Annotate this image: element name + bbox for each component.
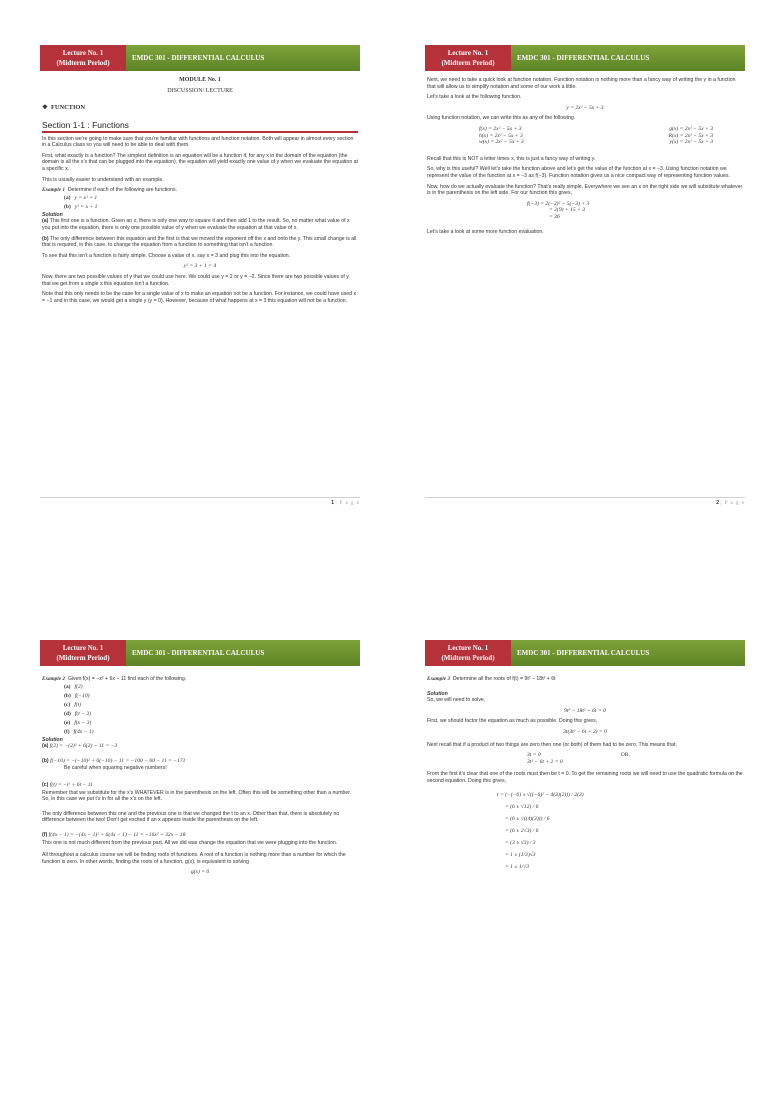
module-subtitle: DISCUSSION/ LECTURE [167,88,233,94]
equation: g(x) = 0 [190,869,210,876]
lecture-badge [425,45,511,71]
page-footer: 1 | P a g e [40,497,360,506]
paragraph: Remember that we substitute for the x’s WHATEVER is in the parenthesis on the left. Often this will be something other than a number. So, in this case we put t’s in for all the x’s on the left. [42,789,352,803]
module-title: MODULE No. 1 [179,77,221,83]
equation: 3t² − 6t + 2 = 0 [527,758,563,765]
section-title: Section 1-1 : Functions [42,119,129,130]
notation-row: h(x) = 2x² − 5x + 3 R(x) = 2x² − 5x + 3 [479,132,713,139]
notation-row: w(x) = 2x² − 5x + 3 y(x) = 2x² − 5x + 3 [479,139,713,146]
solution-label: Solution [42,211,63,218]
lecture-badge [40,45,126,71]
lecture-period: (Midterm Period) [56,654,110,662]
solution-line: (c) f(t) = −t² + 6t − 11 [42,781,93,788]
paragraph: Let’s take a look at the following function. [427,94,522,101]
notation-row: f(x) = 2x² − 5x + 3 g(x) = 2x² − 5x + 3 [479,125,713,132]
example-item: (f) f(4x − 1) [64,728,94,735]
paragraph: Note that this only needs to be the case for a single value of x to make an equation not be a function. For instance, we could have used x = −1 and in this case, we would get a single y (y = 0). However, because of what happens at x = 3 this equation will not be a function. [42,291,357,304]
equation-pair: 3t = 0 OR, [527,752,630,759]
equation: 9t³ − 18t² + 6t = 0 [564,707,606,714]
lecture-badge [40,640,126,666]
paragraph: So, why is this useful? Well let’s take the function above and let’s get the value of the function at x = −3. Using function notation we represent the value of the function at x = −3 as f(−3). Function notation gives us a nice compact way of representing function values. [427,166,730,179]
paragraph: So, we will need to solve, [427,697,486,704]
example-heading: Example 1 Determine if each of the following are functions. [42,187,178,194]
evaluation-steps: f(−3) = 2(−3)² − 5(−3) + 3 = 2(9) + 15 + 3 = 36 [527,200,590,220]
paragraph: First, what exactly is a function? The simplest definition is an equation will be a function if, for any x in the domain of the equation (the domain is all the x’s that can be plugged into the equation), the equation will yield exactly one value of y when we evaluate the equation at a specific x. [42,152,358,172]
solution-line: (a) f(2) = −(2)² + 6(2) − 11 = −3 [42,743,118,750]
document-page-4 [415,640,755,1110]
page-header [425,45,745,71]
lecture-number: Lecture No. 1 [62,49,104,57]
example-item: (b) y² = x + 1 [64,203,98,210]
example-item: (c) f(t) [64,701,82,708]
page-header [40,640,360,666]
paragraph: (b) The only difference between this equation and the first is that we moved the exponent off the x and onto the y. This small change is all that is required, in this case, to change the equation from a function to something that isn’t a function. [42,235,357,249]
lecture-number: Lecture No. 1 [447,49,489,57]
paragraph: Recall that this is NOT a letter times x, this is just a fancy way of writing y. [427,155,596,162]
lecture-number: Lecture No. 1 [62,644,104,652]
lecture-period: (Midterm Period) [441,654,495,662]
section-rule [42,131,358,133]
diamond-bullet-icon: ❖ [42,104,48,111]
paragraph: Now, there are two possible values of y that we could use here. We could use y = 2 or y = −2. Since there are two possible values of y that we get from a single x this equation isn’t a function. [42,273,349,287]
lecture-number: Lecture No. 1 [447,644,489,652]
lecture-badge [425,640,511,666]
lecture-period: (Midterm Period) [441,59,495,67]
paragraph: In this section we’re going to make sure that you’re familiar with functions and function notation. Both will appear in almost every section in a Calculus class so you will need to be able to deal with them. [42,135,354,149]
function-heading: ❖ FUNCTION [42,104,86,111]
paragraph: Now, how do we actually evaluate the function? That’s really simple. Everywhere we see an x on the right side we will substitute whatever is in the parenthesis on the left side. For our function this gives, [427,183,743,197]
solution-label: Solution [427,690,448,697]
paragraph: This one is not much different from the previous part. All we did was change the equation that we were plugging into the function. [42,839,338,846]
course-title: EMDC 301 - DIFFERENTIAL CALCULUS [126,45,360,71]
solution-line: (b) f(−10) = −(−10)² + 6(−10) − 11 = −100 − 60 − 11 = −171 [42,757,186,764]
document-page-2 [415,45,755,515]
paragraph: First, we should factor the equation as much as possible. Doing this gives, [427,718,598,725]
document-page-1 [30,45,370,515]
paragraph: Let’s take a look at some more function evaluation. [427,228,544,235]
course-title: EMDC 301 - DIFFERENTIAL CALCULUS [511,45,745,71]
example-item: (a) y = x² + 1 [64,194,98,201]
course-title: EMDC 301 - DIFFERENTIAL CALCULUS [126,640,360,666]
solution-line: (f) f(4x − 1) = −(4x − 1)² + 6(4x − 1) − 11 = −16x² + 32x − 18 [42,831,186,838]
page-footer: 2 | P a g e [425,497,745,506]
paragraph: To see that this isn’t a function is fairly simple. Choose a value of x, say x = 3 and plug this into the equation. [42,252,291,259]
paragraph: Using function notation, we can write this as any of the following. [427,115,576,122]
quadratic-steps: t = (−(−6) ± √((−6)² − 4(3)(2))) / 2(3) = (6 ± √12) / 6 = (6 ± √((4)(3))) / 6 = (6 ± 2√3) / 6 = (3 ± √3) / 3 = 1 ± (1/3)√3 = 1 ± 1/√3 [497,791,584,870]
equation: y = 2x² − 5x + 3 [566,104,604,111]
paragraph: (a) This first one is a function. Given an x, there is only one way to square it and then add 1 to the result. So, no matter what value of x you put into the equation, there is only one possible value of y when we evaluate the equation at that value of x. [42,218,350,231]
solution-label: Solution [42,736,63,743]
example-item: (b) f(−10) [64,692,90,699]
lecture-period: (Midterm Period) [56,59,110,67]
page-header [40,45,360,71]
page-header [425,640,745,666]
example-item: (d) f(t − 3) [64,710,92,717]
example-heading: Example 2 Given f(x) = −x² + 6x − 11 find each of the following. [42,676,187,682]
paragraph: Be careful when squaring negative numbers! [64,765,167,772]
example-item: (a) f(2) [64,683,83,690]
paragraph: All throughout a calculus course we will be finding roots of functions. A root of a function is nothing more than a number for which the function is zero. In other words, finding the roots of a function, g(x), is equivalent to solving [42,852,346,865]
equation: y² = 3 + 1 = 4 [183,263,217,270]
paragraph: Next, we need to take a quick look at function notation. Function notation is nothing more than a fancy way of writing the y in a function that will allow us to simplify notation and some of our work a little. [427,77,736,90]
course-title: EMDC 301 - DIFFERENTIAL CALCULUS [511,640,745,666]
example-item: (e) f(x − 3) [64,719,92,726]
paragraph: The only difference between this one and the previous one is that we changed the t to an x. Other than that, there is absolutely no difference between the two! Don’t get excited if an x appears inside the parenthesis on the left. [42,810,340,824]
document-page-3 [30,640,370,1110]
example-heading: Example 3 Determine all the roots of f(t) = 9t³ − 18t² + 6t [427,676,556,682]
paragraph: This is usually easier to understand with an example. [42,176,164,183]
equation: 3t(3t² − 6t + 2) = 0 [563,728,607,735]
paragraph: Next recall that if a product of two things are zero then one (or both) of them had to be zero. This means that, [427,741,677,748]
paragraph: From the first it’s clear that one of the roots must then be t = 0. To get the remaining roots we will need to use the quadratic formula on the second equation. Doing this gives, [427,771,743,784]
